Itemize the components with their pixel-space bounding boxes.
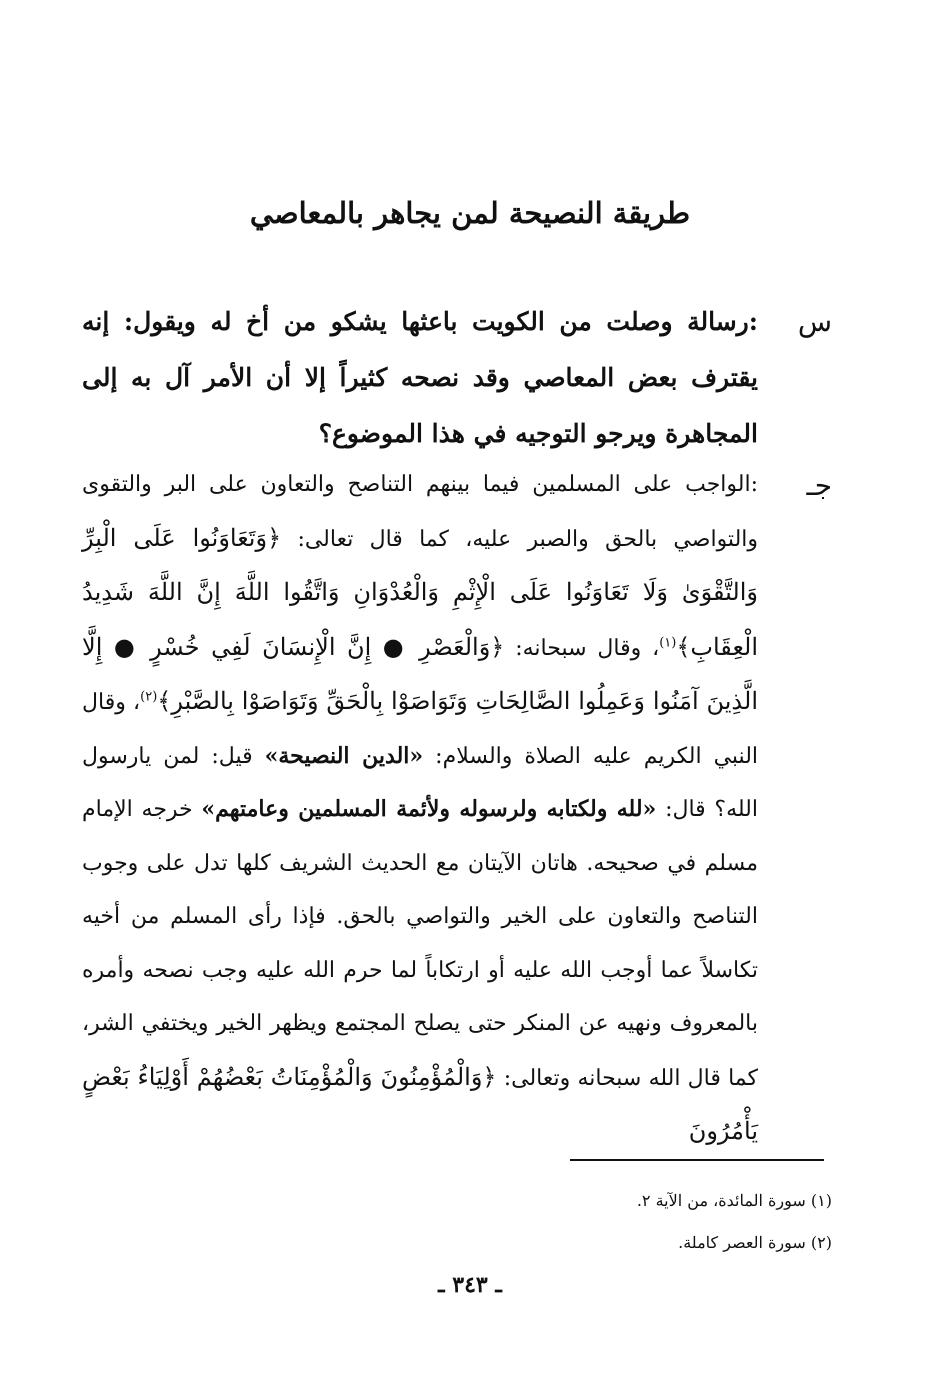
- quran-verse-tawbah: ﴿وَالْمُؤْمِنُونَ وَالْمُؤْمِنَاتُ بَعْضُهُمْ أَوْلِيَاءُ بَعْضٍ يَأْمُرُونَ: [82, 1062, 758, 1145]
- answer-intro-text: :الواجب على المسلمين فيما بينهم التناصح والتعاون على البر والتقوى والتواصي بالحق والصبر عليه، كما قال تعالى:: [82, 472, 759, 552]
- hadith-quote-deen-nasiha: «الدين النصيحة»: [264, 742, 424, 769]
- question-marker: س: [797, 305, 832, 338]
- page-title: طريقة النصيحة لمن يجاهر بالمعاصي: [249, 196, 691, 230]
- footnote-reference-2: (٢): [140, 689, 158, 705]
- quran-verse-asr: ﴿وَالْعَصْرِ ● إِنَّ الْإِنسَانَ لَفِي خُسْرٍ ● إِلَّا الَّذِينَ آمَنُوا وَعَمِلُوا الصَّالِحَاتِ وَتَوَاصَوْا بِالْحَقِّ وَتَوَاصَوْا بِالصَّبْرِ﴾: [82, 632, 759, 715]
- answer-text: [82, 458, 758, 1160]
- answer-explanation-text: خرجه الإمام مسلم في صحيحه. هاتان الآيتان مع الحديث الشريف كلها تدل على وجوب التناصح والتعاون على الخير والتواصي بالحق. فإذا رأى المسلم من أخيه تكاسلاً عما أوجب الله عليه أو ارتكاباً لما حرم الله عليه وجب نصحه وأمره بالمعروف ونهيه عن المنكر حتى يصلح المجتمع ويظهر الخير ويختفي الشر، كما قال الله سبحانه وتعالى:: [82, 797, 758, 1091]
- footnotes: [412, 1180, 832, 1264]
- page-number: ـ ٣٤٣ ـ: [438, 1272, 502, 1298]
- footnote-1: (١) سورة المائدة، من الآية ٢.: [636, 1191, 832, 1210]
- footnote-reference-1: (١): [659, 635, 677, 651]
- answer-connector-text: ، وقال سبحانه:: [515, 635, 660, 661]
- footnote-2: (٢) سورة العصر كاملة.: [678, 1233, 832, 1252]
- answer-question-text: قيل: لمن يارسول الله؟ قال:: [82, 743, 759, 822]
- question-text: :رسالة وصلت من الكويت باعثها يشكو من أخ له ويقول: إنه يقترف بعض المعاصي وقد نصحه كثيراً إلا أن الأمر آل به إلى المجاهرة ويرجو التوجيه في هذا الموضوع؟: [82, 307, 758, 448]
- answer-prophet-intro-text: ، وقال النبي الكريم عليه الصلاة والسلام:: [82, 690, 759, 769]
- answer-marker: جـ: [806, 469, 832, 502]
- quran-verse-maidah: ﴿وَتَعَاوَنُوا عَلَى الْبِرِّ وَالتَّقْوَىٰ وَلَا تَعَاوَنُوا عَلَى الْإِثْمِ وَالْعُدْوَانِ وَاتَّقُوا اللَّهَ إِنَّ اللَّهَ شَدِيدُ الْعِقَابِ﴾: [82, 523, 758, 661]
- hadith-quote-to-whom: «لله ولكتابه ولرسوله ولأئمة المسلمين وعامتهم»: [201, 796, 657, 822]
- footnote-divider: [570, 1159, 824, 1161]
